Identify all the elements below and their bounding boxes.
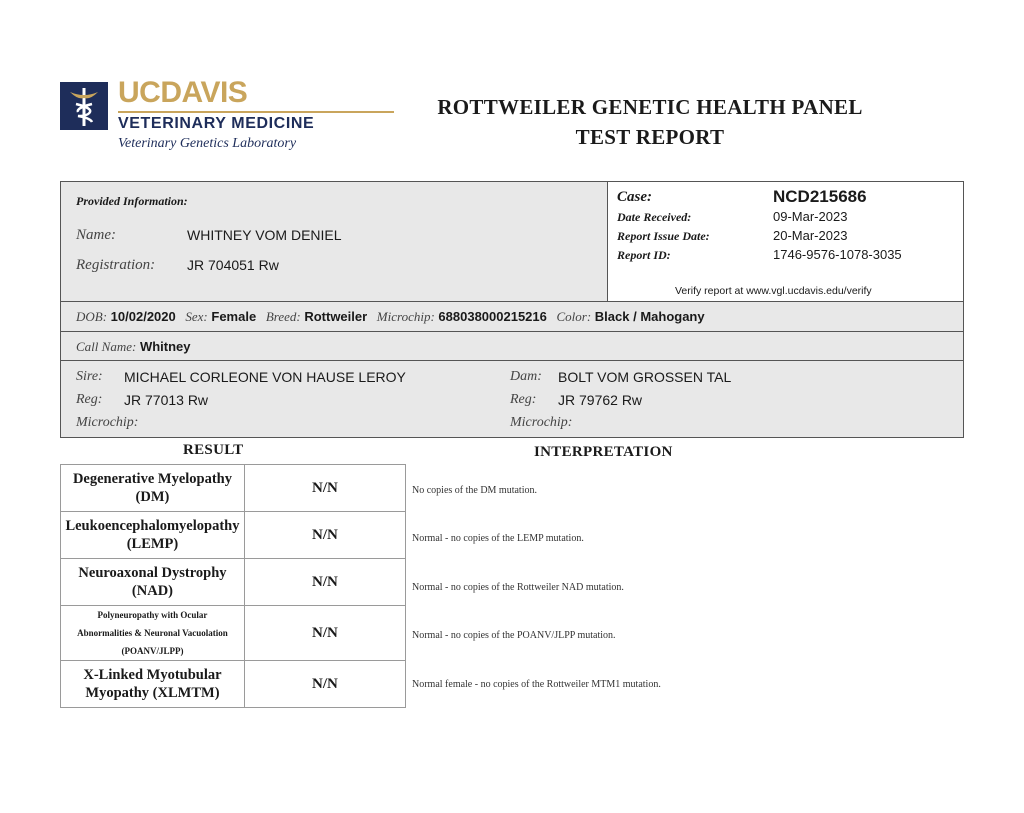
date-received: 09-Mar-2023 [773,209,848,224]
report-title-line1: ROTTWEILER GENETIC HEALTH PANEL [437,95,863,119]
issue-date: 20-Mar-2023 [773,228,848,243]
interpretation-text: Normal - no copies of the LEMP mutation. [412,533,584,544]
animal-details-row [60,301,964,332]
dob-value: 10/02/2020 [110,309,176,324]
sire-reg-label: Reg: [76,392,103,407]
sire-label: Sire: [76,369,103,384]
results-table [60,464,406,708]
dam-label: Dam: [510,369,542,384]
report-title [360,92,940,152]
call-name-row [60,331,964,361]
dam-name: BOLT VOM GROSSEN TAL [558,369,732,385]
test-name: Neuroaxonal Dystrophy (NAD) [61,559,245,606]
sire-name: MICHAEL CORLEONE VON HAUSE LEROY [124,369,406,385]
provided-information-section [60,181,964,302]
sex-value: Female [211,309,257,324]
test-name: X-Linked Myotubular Myopathy (XLMTM) [61,661,245,708]
ucdavis-vet-med-logo [60,76,350,160]
dam-reg: JR 79762 Rw [558,392,643,408]
test-result: N/N [244,606,405,661]
test-name: Polyneuropathy with Ocular Abnormalities & Neuronal Vacuolation (POANV/JLPP) [61,606,245,661]
interpretation-text: Normal - no copies of the Rottweiler NAD mutation. [412,582,624,593]
registration-number: JR 704051 Rw [187,257,279,273]
interpretation-text: Normal - no copies of the POANV/JLPP mutation. [412,630,616,641]
dog-name: WHITNEY VOM DENIEL [187,227,342,243]
result-heading: RESULT [183,442,244,458]
test-result: N/N [244,512,405,559]
caduceus-icon [60,82,108,130]
logo-wordmark: UCDAVIS [118,76,248,109]
breed-value: Rottweiler [304,309,368,324]
dam-microchip-label: Microchip: [510,415,573,430]
color-value: Black / Mahogany [594,309,705,324]
interpretation-heading: INTERPRETATION [534,444,673,460]
logo-lab-name: Veterinary Genetics Laboratory [118,136,297,151]
case-id: NCD215686 [773,187,867,206]
table-row [61,559,406,606]
sire-microchip-label: Microchip: [76,415,139,430]
dam-reg-label: Reg: [510,392,537,407]
interpretation-text: No copies of the DM mutation. [412,485,537,496]
report-id-label: Report ID: [617,248,671,262]
date-received-label: Date Received: [617,210,692,224]
test-result: N/N [244,559,405,606]
call-name: Call Name: Whitney [76,339,191,354]
provided-info-heading: Provided Information: [76,194,188,208]
report-id: 1746-9576-1078-3035 [773,247,902,262]
report-title-line2: TEST REPORT [575,125,725,149]
microchip-value: 688038000215216 [438,309,547,324]
animal-details: DOB: 10/02/2020 Sex: Female Breed: Rottweiler Microchip: 688038000215216 Color: Black / Mahogany [76,309,705,324]
case-label: Case: [617,189,652,205]
test-result: N/N [244,465,405,512]
pedigree-section [60,360,964,438]
table-row [61,512,406,559]
issue-date-label: Report Issue Date: [617,229,710,243]
section-divider [607,182,608,301]
logo-school: VETERINARY MEDICINE [118,115,315,132]
registration-label: Registration: [76,257,156,273]
table-row [61,661,406,708]
logo-rule [118,111,394,113]
sire-reg: JR 77013 Rw [124,392,209,408]
interpretation-text: Normal female - no copies of the Rottweiler MTM1 mutation. [412,679,661,690]
test-result: N/N [244,661,405,708]
table-row [61,465,406,512]
name-label: Name: [76,227,116,243]
table-row [61,606,406,661]
call-name-value: Whitney [139,339,191,354]
test-name: Degenerative Myelopathy (DM) [61,465,245,512]
test-name: Leukoencephalomyelopathy (LEMP) [61,512,245,559]
verify-link[interactable]: Verify report at www.vgl.ucdavis.edu/verify [675,285,872,297]
